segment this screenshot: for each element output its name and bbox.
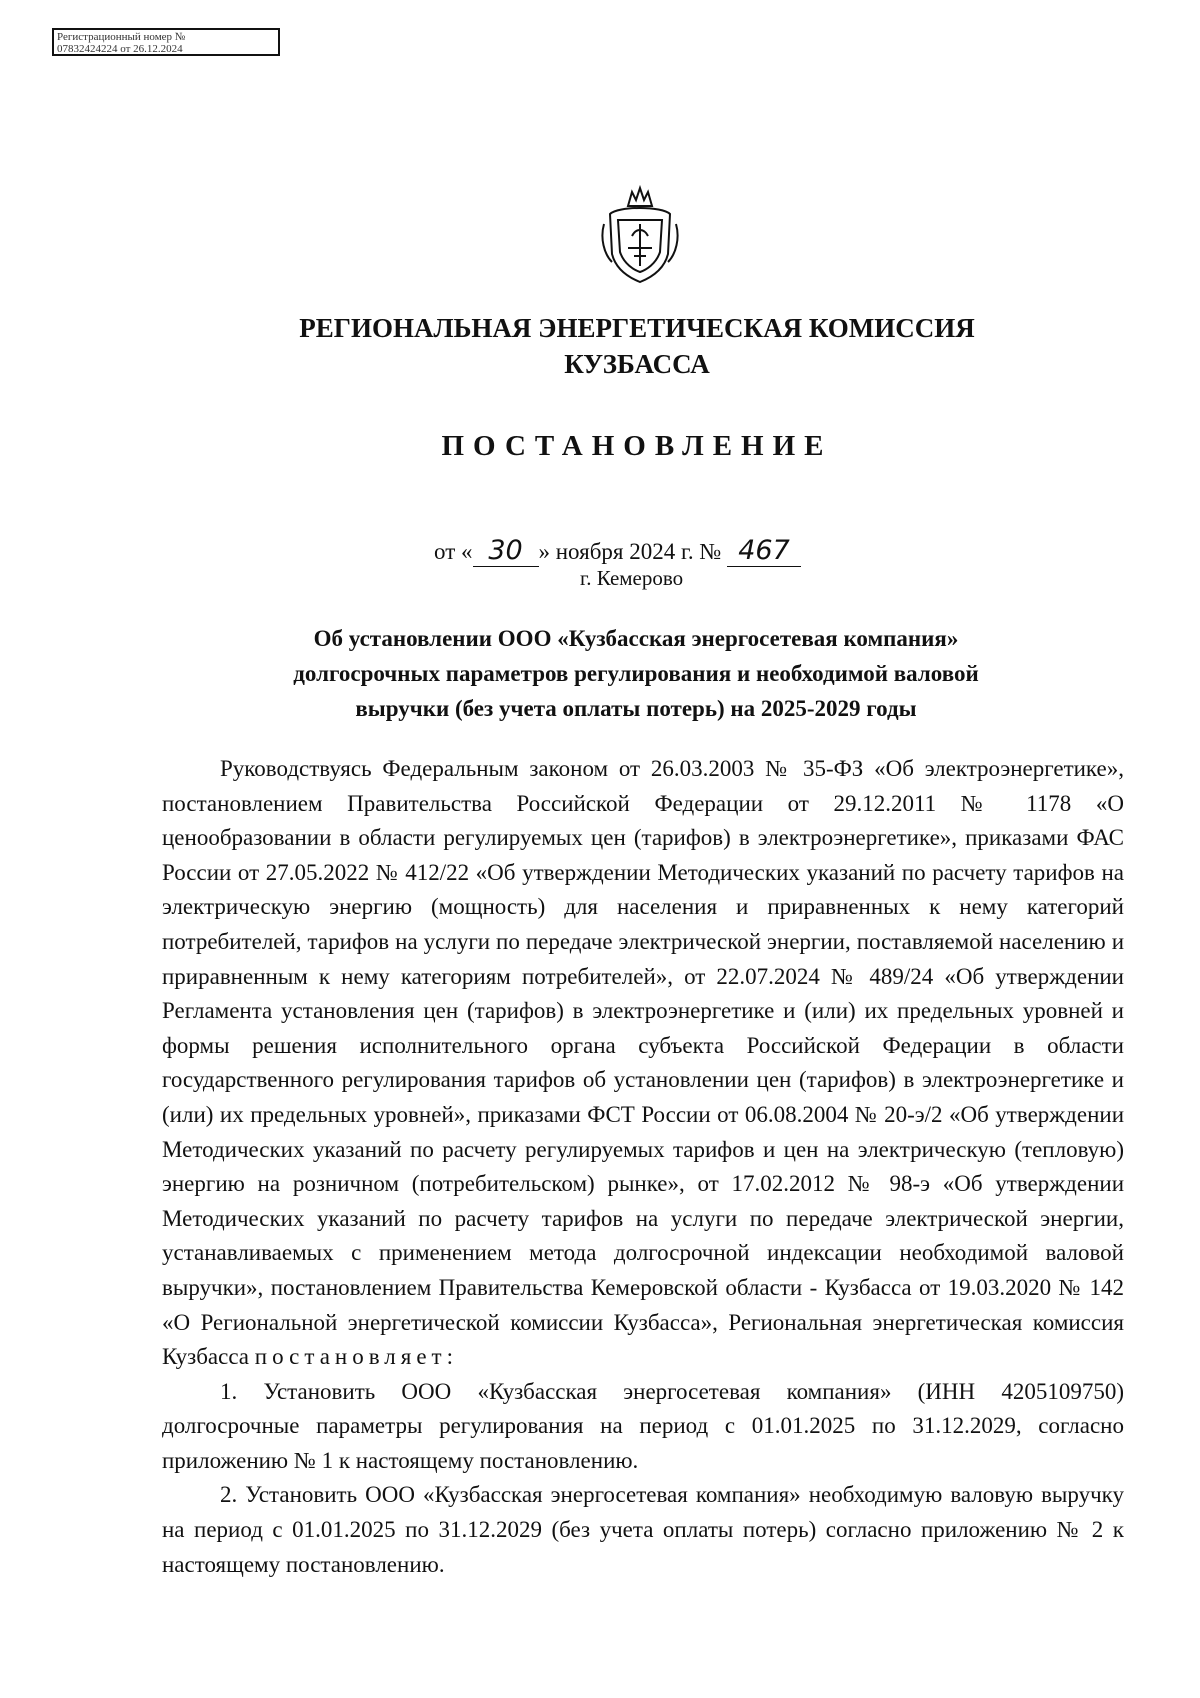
decree-word: постановляет: xyxy=(254,1344,458,1370)
organization-name xyxy=(0,310,1200,382)
registration-line-1: Регистрационный номер № xyxy=(57,31,186,43)
date-middle: » ноября 2024 г. № xyxy=(538,539,722,564)
preamble-paragraph xyxy=(162,752,1124,1375)
document-type: ПОСТАНОВЛЕНИЕ xyxy=(441,430,833,462)
document-subject xyxy=(196,621,1076,726)
organization-name-line-2: КУЗБАССА xyxy=(564,349,710,379)
handwritten-number: 467 xyxy=(727,535,801,567)
item-2-paragraph: 2. Установить ООО «Кузбасская энергосетевая компания» необходимую валовую выручку на период с 01.01.2025 по 31.12.2029 (без учета оплаты потерь) согласно приложению № 2 к настоящему постановлению. xyxy=(162,1482,1124,1577)
document-body xyxy=(162,752,1124,1582)
item-1-paragraph: 1. Установить ООО «Кузбасская энергосетевая компания» (ИНН 4205109750) долгосрочные параметры регулирования на период с 01.01.2025 по 31.12.2029, согласно приложению № 1 к настоящему постановлению. xyxy=(162,1378,1124,1473)
registration-line-2: 07832424224 от 26.12.2024 xyxy=(57,43,183,55)
handwritten-day: 30 xyxy=(473,535,539,567)
date-line xyxy=(434,535,801,567)
date-prefix: от « xyxy=(434,539,473,564)
subject-line-2: долгосрочных параметров регулирования и необходимой валовой xyxy=(293,661,979,686)
subject-line-1: Об установлении ООО «Кузбасская энергосетевая компания» xyxy=(313,626,959,651)
subject-line-3: выручки (без учета оплаты потерь) на 2025-2029 годы xyxy=(355,696,917,721)
preamble-text: Руководствуясь Федеральным законом от 26.03.2003 № 35-ФЗ «Об электроэнергетике», постановлением Правительства Российской Федерации от 29.12.2011 № 1178 «О ценообразовании в области регулируемых цен (тарифов) в электроэнергетике», приказами ФАС России от 27.05.2022 № 412/22 «Об утверждении Методических указаний по расчету тарифов на электрическую энергию (мощность) для населения и приравненных к нему категорий потребителей, тарифов на услуги по передаче электрической энергии, поставляемой населению и приравненным к нему категориям потребителей», от 22.07.2024 № 489/24 «Об утверждении Регламента установления цен (тарифов) в электроэнергетике и (или) их предельных уровней и формы решения исполнительного органа субъекта Российской Федерации в области государственного регулирования тарифов об установлении цен (тарифов) в электроэнергетике и (или) их предельных уровней», приказами ФСТ России от 06.08.2004 № 20-э/2 «Об утверждении Методических указаний по расчету регулируемых тарифов и цен на электрическую (тепловую) энергию на розничном (потребительском) рынке», от 17.02.2012 № 98-э «Об утверждении Методических указаний по расчету тарифов на услуги по передаче электрической энергии, устанавливаемых с применением метода долгосрочной индексации необходимой валовой выручки», постановлением Правительства Кемеровской области - Кузбасса от 19.03.2020 № 142 «О Региональной энергетической комиссии Кузбасса», Региональная энергетическая комиссия Кузбасса xyxy=(162,756,1124,1370)
organization-name-line-1: РЕГИОНАЛЬНАЯ ЭНЕРГЕТИЧЕСКАЯ КОМИССИЯ xyxy=(299,313,975,343)
city: г. Кемерово xyxy=(580,566,684,590)
registration-stamp xyxy=(52,28,280,56)
coat-of-arms-icon xyxy=(598,184,682,284)
